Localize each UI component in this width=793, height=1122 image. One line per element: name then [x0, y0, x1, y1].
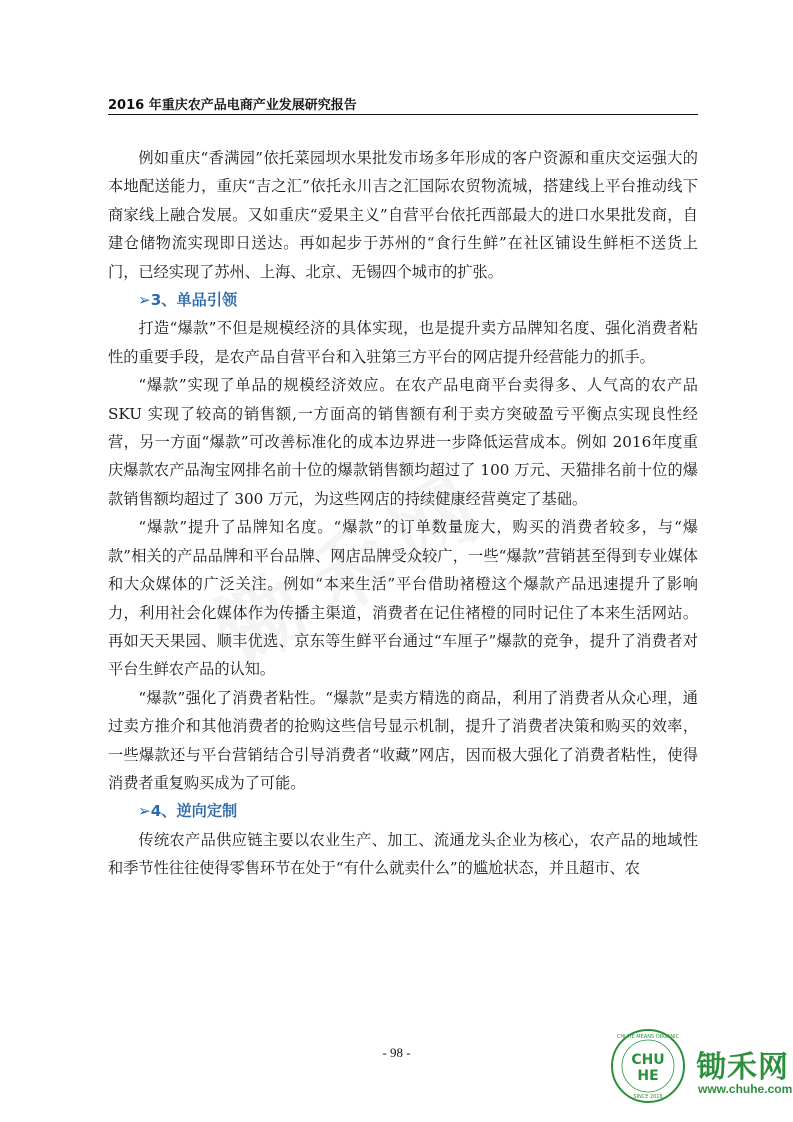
- svg-text:SINCE 2016: SINCE 2016: [633, 1094, 663, 1100]
- document-body: [108, 144, 698, 883]
- section-heading-reverse-customization: ➢4、逆向定制: [138, 802, 238, 821]
- paragraph: “爆款”实现了单品的规模经济效应。在农产品电商平台卖得多、人气高的农产品 SKU 实现了较高的销售额,一方面高的销售额有利于卖方突破盈亏平衡点实现良性经营，另一方面“爆款”可改善标准化的成本边界进一步降低运营成本。例如 2016年度重庆爆款农产品淘宝网排名前十位的爆款销售额均超过了 100 万元、天猫排名前十位的爆款销售额均超过了 300 万元，为这些网店的持续健康经营奠定了基础。: [108, 376, 698, 508]
- logo-seal-icon: [610, 1028, 686, 1104]
- paragraph-intro: 例如重庆“香满园”依托菜园坝水果批发市场多年形成的客户资源和重庆交运强大的本地配送能力，重庆“吉之汇”依托永川吉之汇国际农贸物流城，搭建线上平台推动线下商家线上融合发展。又如重庆“爱果主义”自营平台依托西部最大的进口水果批发商，自建仓储物流实现即日送达。再如起步于苏州的“食行生鲜”在社区铺设生鲜柜不送货上门，已经实现了苏州、上海、北京、无锡四个城市的扩张。: [108, 149, 698, 281]
- svg-text:HE: HE: [637, 1068, 659, 1084]
- page-header-title: 2016 年重庆农产品电商产业发展研究报告: [108, 98, 357, 113]
- logo-name: 锄禾网: [696, 1050, 789, 1085]
- logo-url[interactable]: www.chuhe.com: [698, 1082, 793, 1096]
- page-number: - 98 -: [382, 1045, 411, 1060]
- chuhe-logo[interactable]: [610, 1028, 793, 1108]
- header-divider: [108, 114, 698, 115]
- section-heading-single-product: ➢3、单品引领: [138, 291, 238, 310]
- paragraph: “爆款”提升了品牌知名度。“爆款”的订单数量庞大，购买的消费者较多，与“爆款”相关的产品品牌和平台品牌、网店品牌受众较广，一些“爆款”营销甚至得到专业媒体和大众媒体的广泛关注。例如“本来生活”平台借助褚橙这个爆款产品迅速提升了影响力，利用社会化媒体作为传播主渠道，消费者在记住褚橙的同时记住了本来生活网站。再如天天果园、顺丰优选、京东等生鲜平台通过“车厘子”爆款的竞争，提升了消费者对平台生鲜农产品的认知。: [108, 518, 698, 679]
- paragraph: “爆款”强化了消费者粘性。“爆款”是卖方精选的商品，利用了消费者从众心理，通过卖方推介和其他消费者的抢购这些信号显示机制，提升了消费者决策和购买的效率，一些爆款还与平台营销结合引导消费者“收藏”网店，因而极大强化了消费者粘性，使得消费者重复购买成为了可能。: [108, 688, 698, 792]
- svg-text:CHUHE MEANS ORGANIC: CHUHE MEANS ORGANIC: [616, 1034, 680, 1040]
- paragraph: 打造“爆款”不但是规模经济的具体实现，也是提升卖方品牌知名度、强化消费者粘性的重要手段，是农产品自营平台和入驻第三方平台的网店提升经营能力的抓手。: [108, 319, 698, 366]
- svg-text:CHU: CHU: [631, 1052, 665, 1068]
- paragraph: 传统农产品供应链主要以农业生产、加工、流通龙头企业为核心，农产品的地域性和季节性往往使得零售环节在处于“有什么就卖什么”的尴尬状态，并且超市、农: [108, 830, 698, 878]
